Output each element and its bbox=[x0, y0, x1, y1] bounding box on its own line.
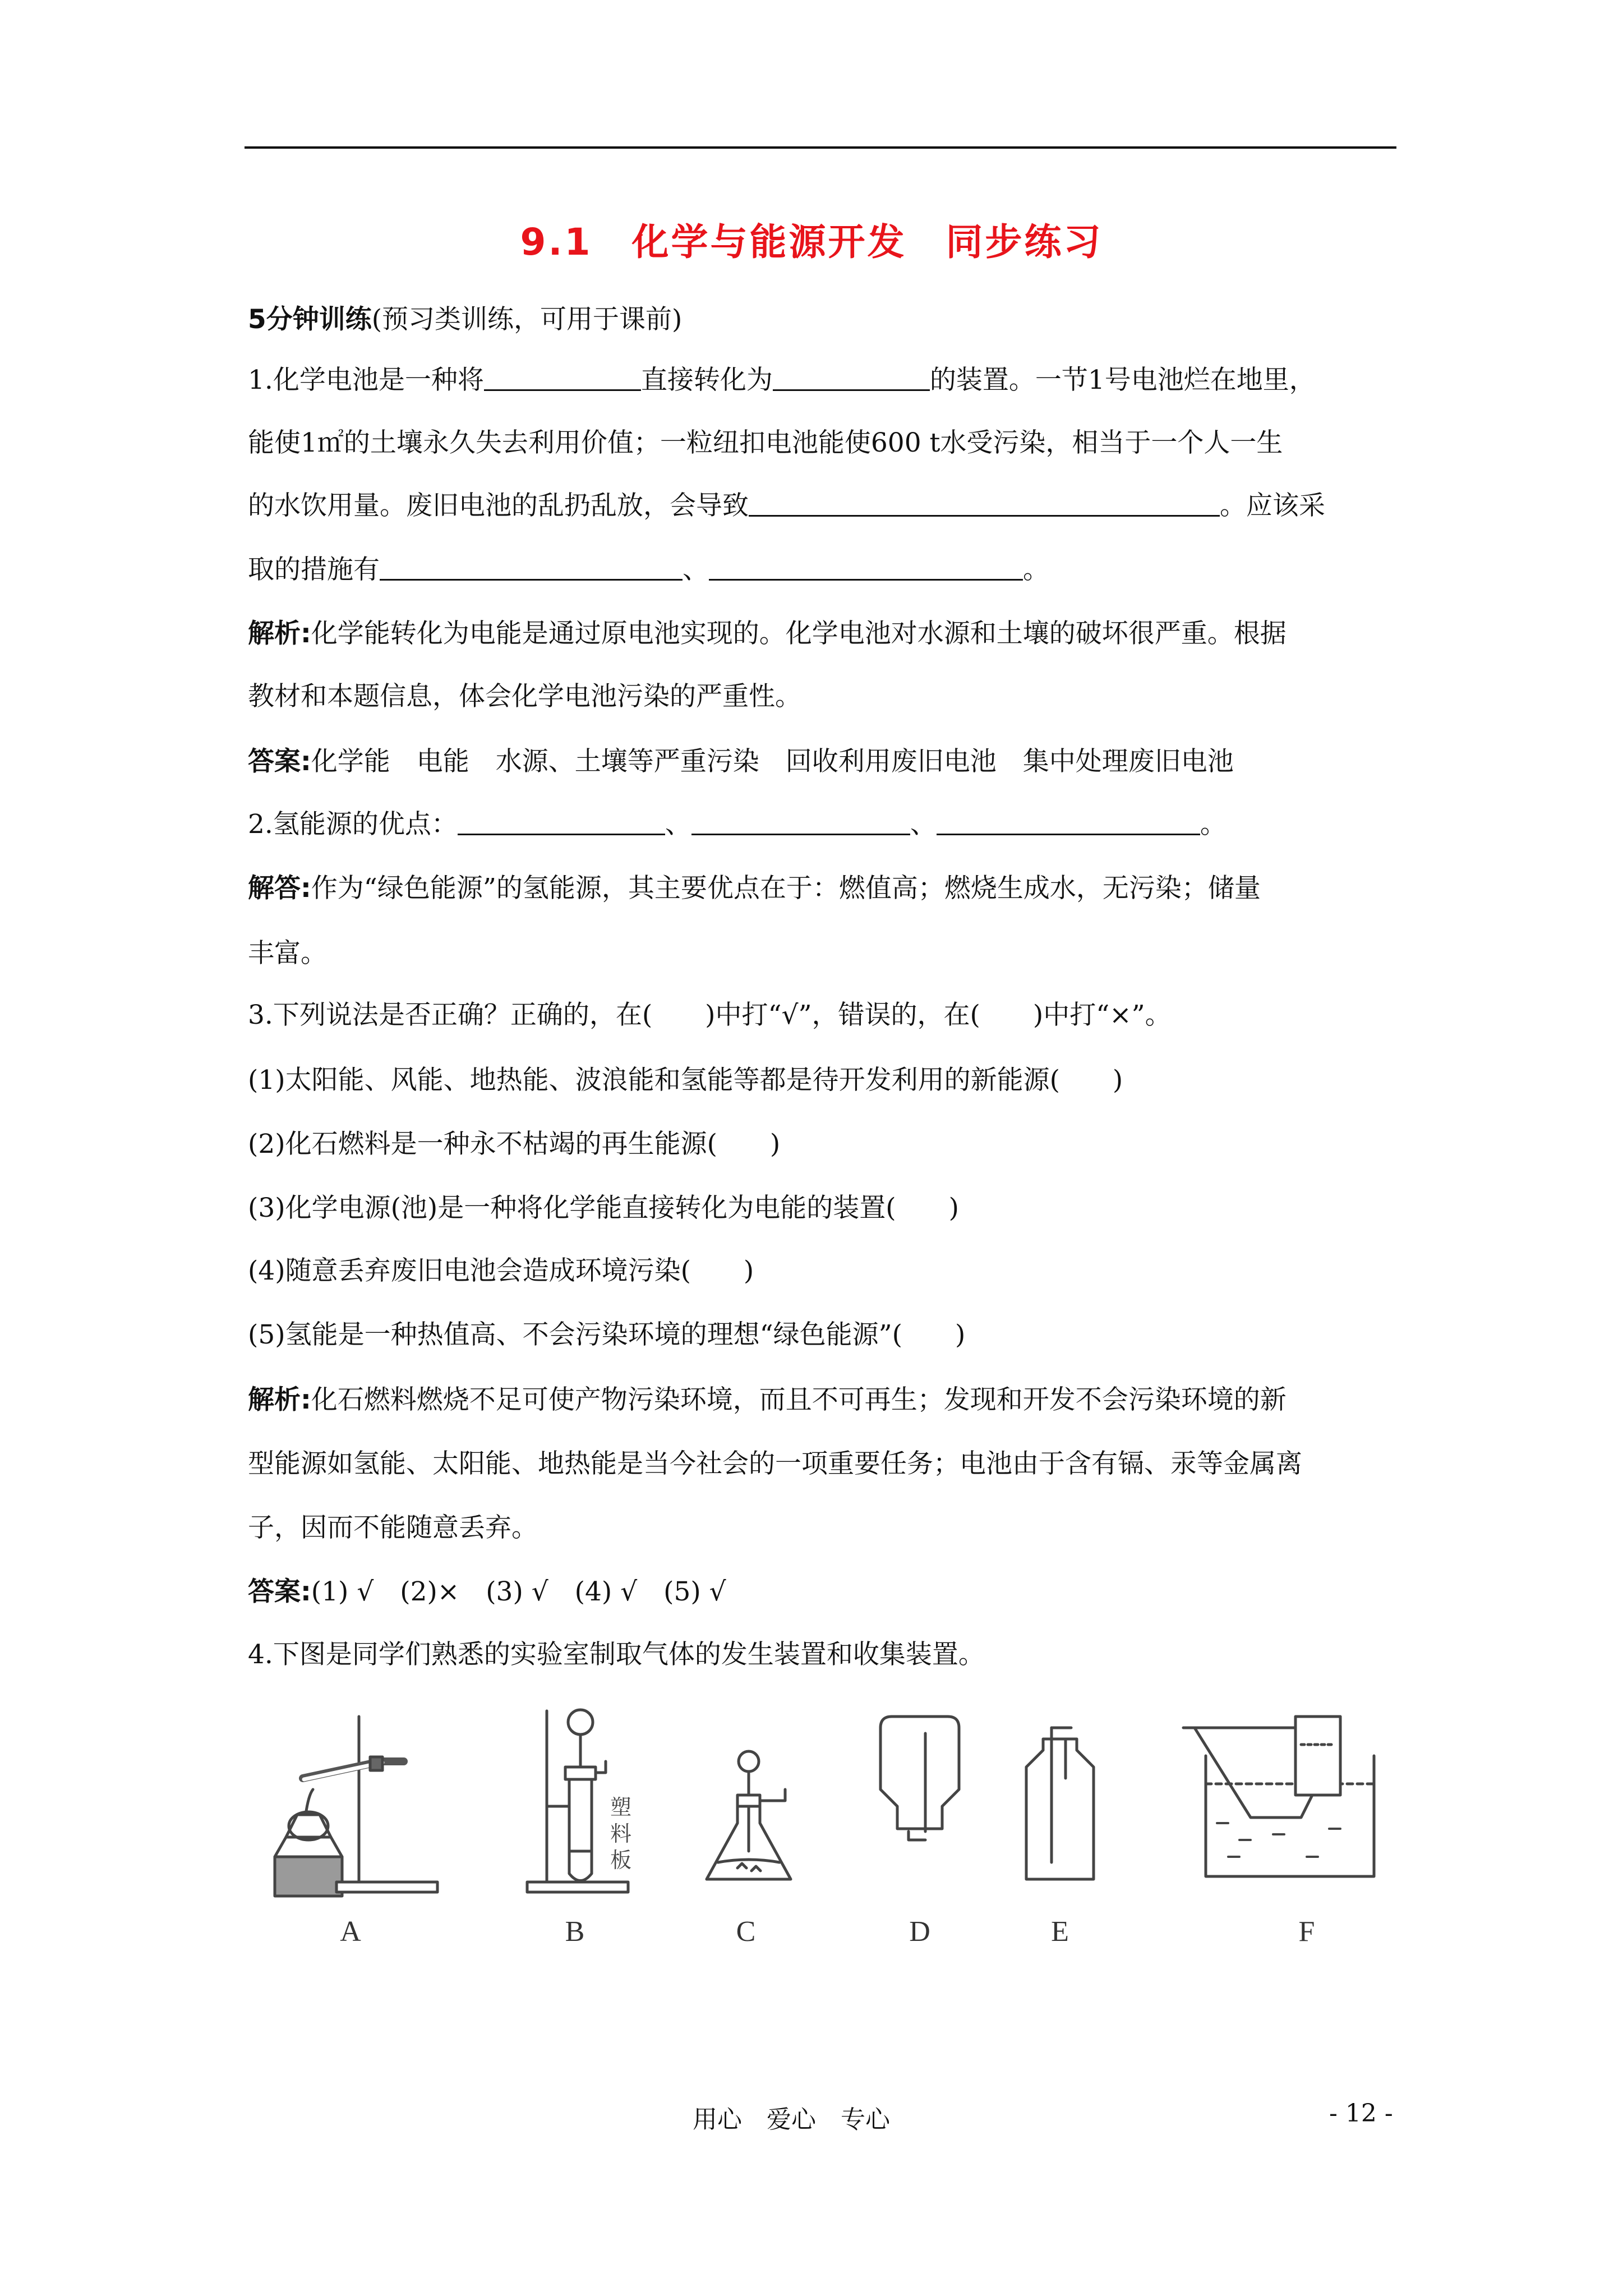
q1-text: 的装置。一节1号电池烂在地里， bbox=[929, 365, 1316, 395]
q1-text: 、 bbox=[683, 554, 709, 585]
plate-label bbox=[610, 1796, 631, 1872]
answer-label: 答案: bbox=[248, 746, 311, 777]
q2-text: 2.氢能源的优点： bbox=[248, 809, 458, 840]
q1-text: 取的措施有 bbox=[248, 554, 380, 585]
plate-text: 板 bbox=[610, 1849, 632, 1872]
analysis-label: 解析: bbox=[248, 618, 311, 649]
section-heading-label: 5分钟训练 bbox=[248, 304, 372, 335]
answer-blank[interactable] bbox=[484, 365, 641, 391]
answer-label: 解答: bbox=[248, 873, 311, 904]
plate-text: 料 bbox=[610, 1823, 632, 1846]
q1-line-4 bbox=[248, 553, 1396, 587]
q3-item-5: (5)氢能是一种热值高、不会污染环境的理想“绿色能源”( ) bbox=[248, 1319, 966, 1350]
q1-text: 直接转化为 bbox=[640, 365, 773, 395]
q1-analysis-line-1 bbox=[248, 617, 1396, 651]
q3-analysis-line-2: 型能源如氢能、太阳能、地热能是当今社会的一项重要任务；电池由于含有镉、汞等金属离 bbox=[248, 1448, 1302, 1479]
q3-item-4: (4)随意丢弃废旧电池会造成环境污染( ) bbox=[248, 1255, 754, 1286]
analysis-label: 解析: bbox=[248, 1384, 311, 1415]
q3-item-3: (3)化学电源(池)是一种将化学能直接转化为电能的装置( ) bbox=[248, 1193, 959, 1223]
figure-label: F bbox=[1298, 1916, 1315, 1948]
q1-text: 。应该采 bbox=[1220, 490, 1325, 521]
q3-analysis-line-3: 子，因而不能随意丢弃。 bbox=[248, 1512, 538, 1543]
answer-blank[interactable] bbox=[709, 554, 1023, 581]
apparatus-e bbox=[1026, 1728, 1094, 1879]
separator: 、 bbox=[665, 809, 691, 840]
apparatus-a bbox=[275, 1717, 437, 1896]
footer-motto: 用心 爱心 专心 bbox=[693, 2105, 890, 2134]
figure-label: C bbox=[736, 1916, 756, 1948]
q2-line bbox=[248, 808, 1396, 841]
q1-text: 。 bbox=[1023, 554, 1049, 585]
q4-stem: 4.下图是同学们熟悉的实验室制取气体的发生装置和收集装置。 bbox=[248, 1639, 985, 1670]
answer-blank[interactable] bbox=[691, 809, 910, 835]
apparatus-f bbox=[1183, 1717, 1374, 1876]
figure-labels bbox=[340, 1916, 1315, 1948]
answer-blank[interactable] bbox=[937, 809, 1200, 835]
plate-text: 塑 bbox=[610, 1796, 632, 1820]
period: 。 bbox=[1200, 809, 1227, 840]
q3-answer bbox=[248, 1575, 1396, 1609]
figure-label: B bbox=[565, 1916, 585, 1948]
q3-analysis-line-1 bbox=[248, 1383, 1396, 1417]
answer-text: 作为“绿色能源”的氢能源，其主要优点在于：燃值高；燃烧生成水，无污染；储量 bbox=[311, 873, 1261, 904]
q2-answer-line-2: 丰富。 bbox=[248, 938, 327, 969]
q3-stem: 3.下列说法是否正确？正确的，在( )中打“√”，错误的，在( )中打“×”。 bbox=[248, 1000, 1172, 1030]
page-number: - 12 - bbox=[1329, 2099, 1393, 2128]
separator: 、 bbox=[910, 809, 937, 840]
page-title: 9.1 化学与能源开发 同步练习 bbox=[520, 220, 1103, 264]
q1-line-3 bbox=[248, 489, 1396, 523]
answer-text: (1) √ (2)× (3) √ (4) √ (5) √ bbox=[311, 1576, 726, 1607]
figure-label: E bbox=[1051, 1916, 1069, 1948]
header-rule bbox=[245, 146, 1396, 149]
answer-blank[interactable] bbox=[773, 365, 930, 391]
q2-answer-line-1 bbox=[248, 872, 1396, 905]
answer-label: 答案: bbox=[248, 1576, 311, 1607]
figure-label: D bbox=[909, 1916, 930, 1948]
q1-answer bbox=[248, 745, 1396, 779]
q1-line-2: 能使1㎡的土壤永久失去利用价值；一粒纽扣电池能使600 t水受污染，相当于一个人一生 bbox=[248, 427, 1283, 458]
q1-text: 的水饮用量。废旧电池的乱扔乱放，会导致 bbox=[248, 490, 749, 521]
apparatus-figure bbox=[264, 1694, 1396, 1963]
q3-item-1: (1)太阳能、风能、地热能、波浪能和氢能等都是待开发利用的新能源( ) bbox=[248, 1065, 1123, 1096]
answer-blank[interactable] bbox=[380, 554, 683, 581]
section-heading bbox=[248, 303, 1396, 337]
figure-label: A bbox=[340, 1916, 361, 1948]
analysis-text: 化学能转化为电能是通过原电池实现的。化学电池对水源和土壤的破坏很严重。根据 bbox=[311, 618, 1287, 649]
section-note: (预习类训练，可用于课前) bbox=[371, 304, 683, 335]
q1-line-1 bbox=[248, 364, 1396, 397]
apparatus-c bbox=[707, 1751, 791, 1879]
q1-text: 1.化学电池是一种将 bbox=[248, 365, 484, 395]
answer-blank[interactable] bbox=[458, 809, 665, 835]
q3-item-2: (2)化石燃料是一种永不枯竭的再生能源( ) bbox=[248, 1129, 781, 1159]
answer-blank[interactable] bbox=[749, 490, 1220, 517]
answer-text: 化学能 电能 水源、土壤等严重污染 回收利用废旧电池 集中处理废旧电池 bbox=[311, 746, 1234, 777]
q1-analysis-line-2: 教材和本题信息，体会化学电池污染的严重性。 bbox=[248, 681, 801, 712]
apparatus-d bbox=[880, 1717, 959, 1840]
analysis-text: 化石燃料燃烧不足可使产物污染环境，而且不可再生；发现和开发不会污染环境的新 bbox=[311, 1384, 1287, 1415]
